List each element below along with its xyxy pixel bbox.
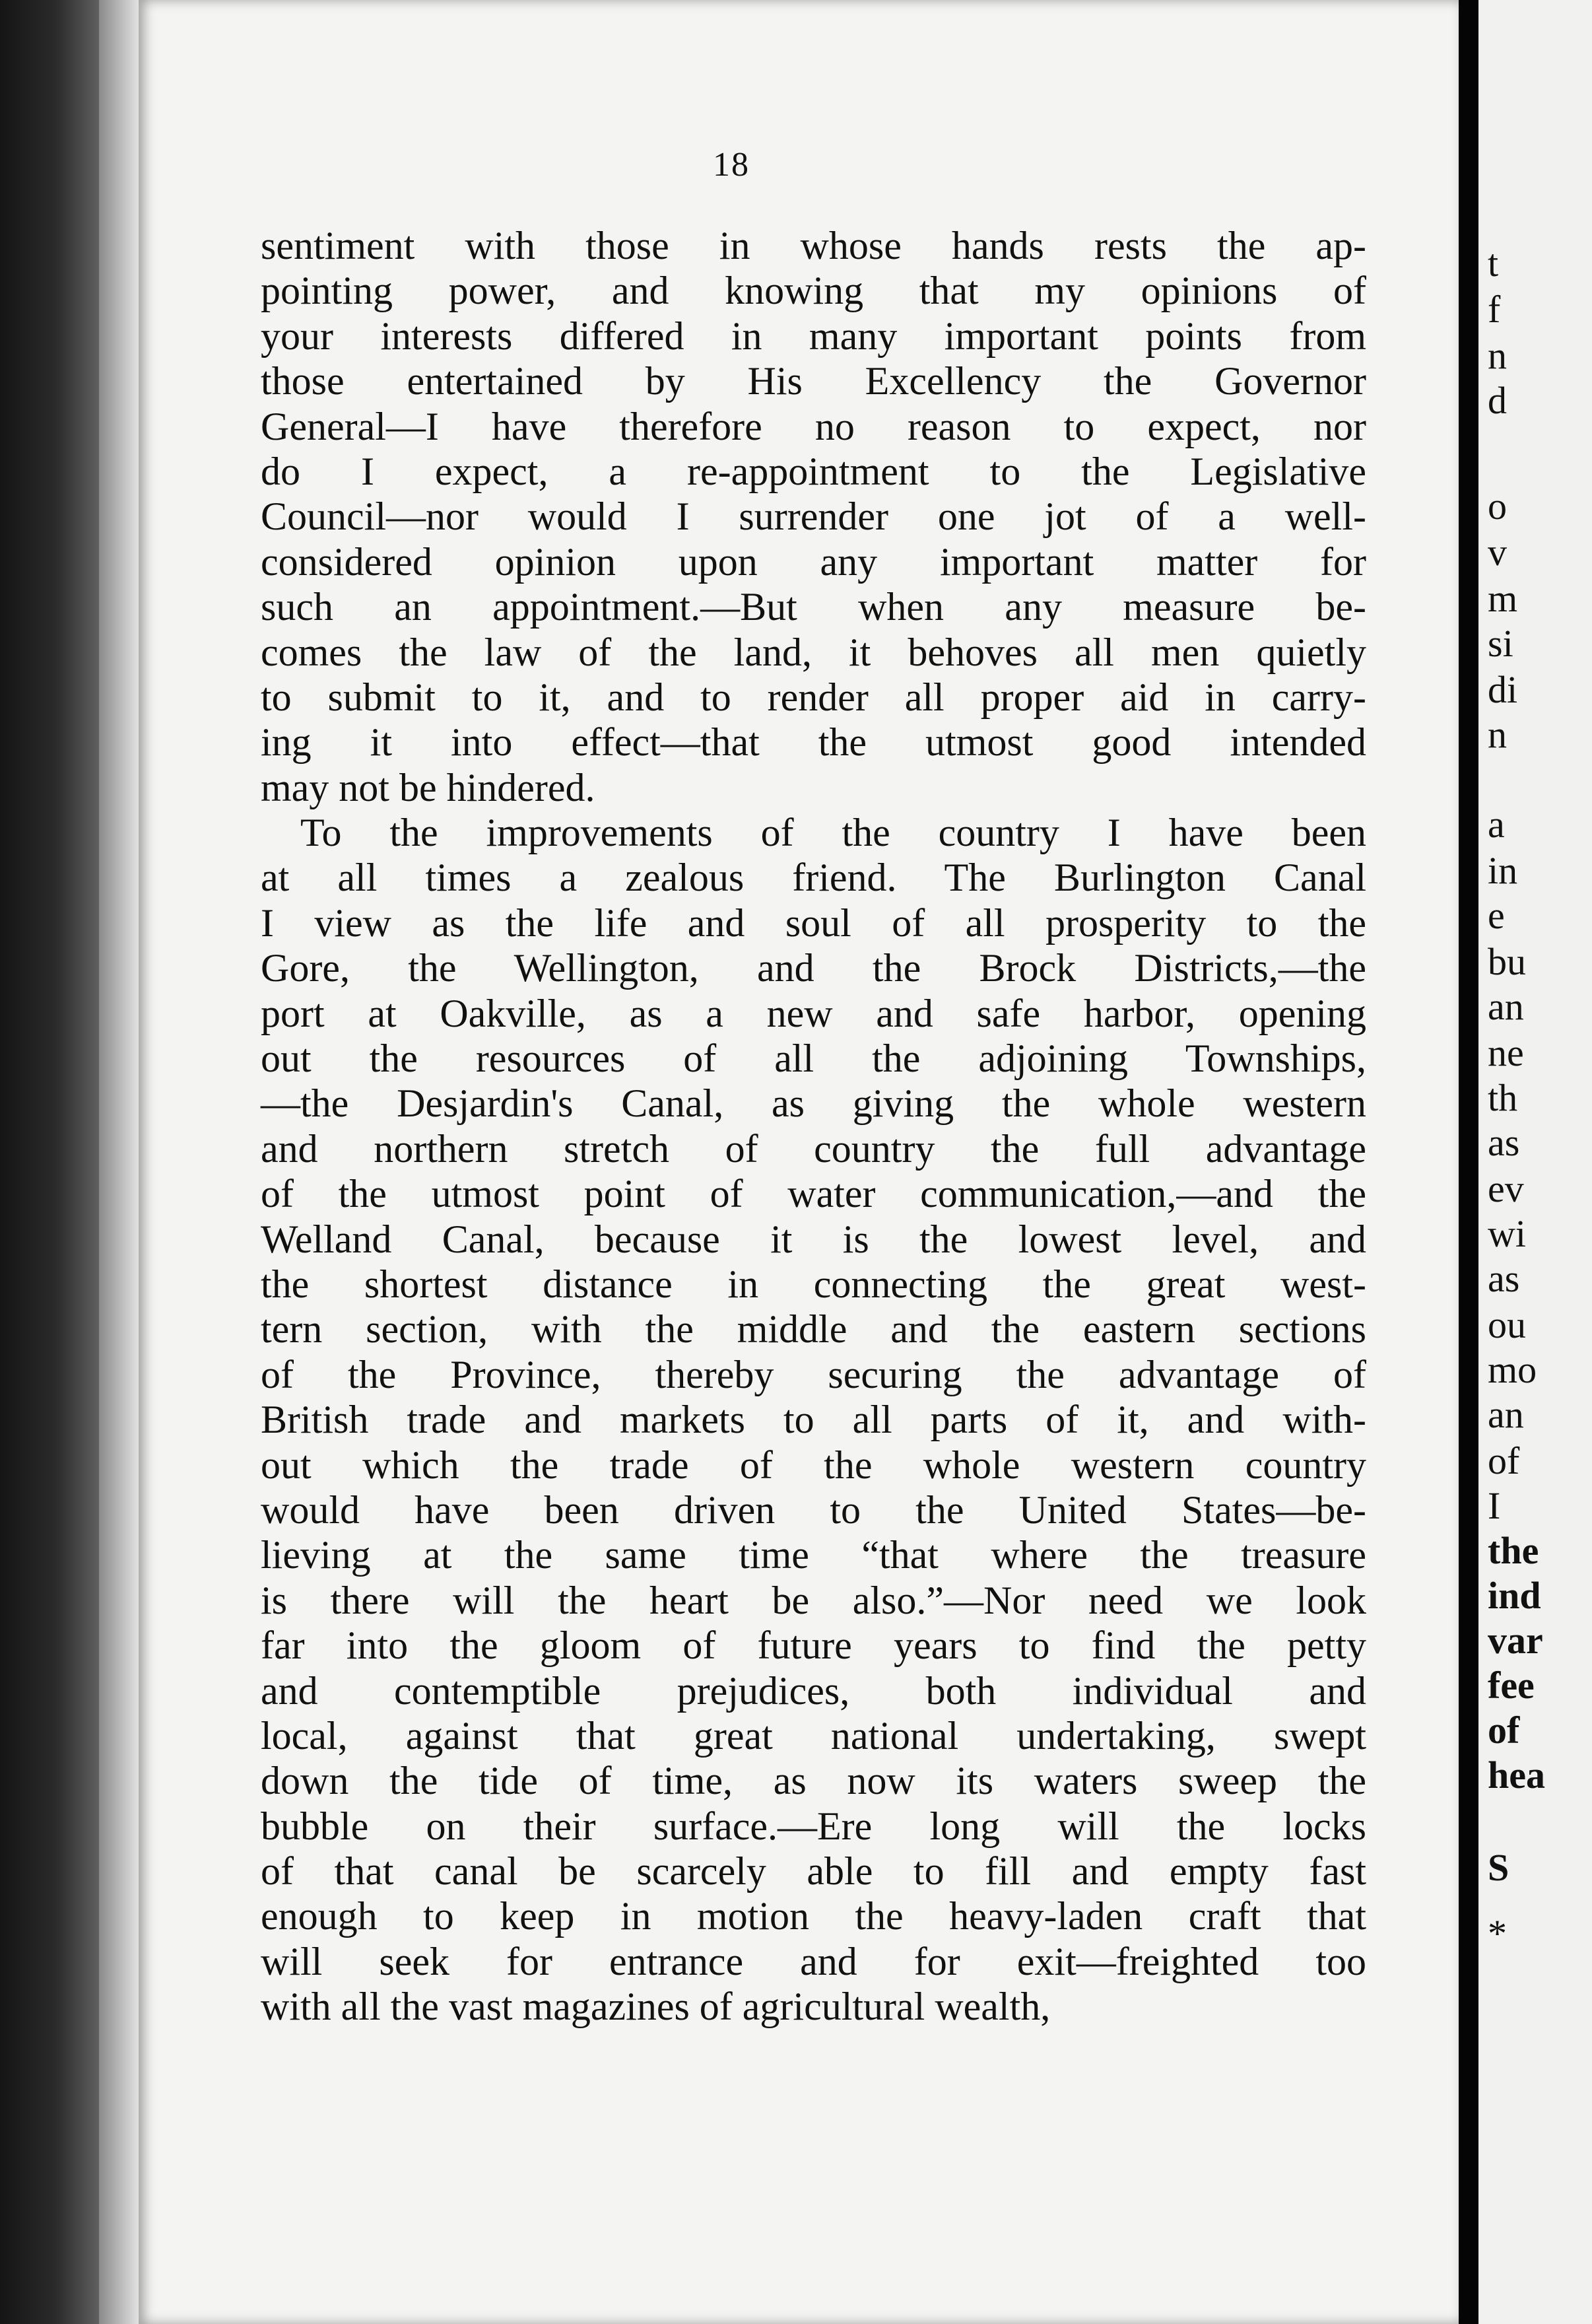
- text-line: British trade and markets to all parts of it, and with-: [261, 1398, 1366, 1442]
- text-line: out the resources of all the adjoining Townships,: [261, 1037, 1366, 1081]
- text-line: sentiment with those in whose hands rests the ap-: [261, 224, 1366, 267]
- adjacent-page-fragment: d: [1488, 379, 1507, 422]
- text-line: Welland Canal, because it is the lowest level, and: [261, 1217, 1366, 1261]
- adjacent-page-fragment: wi: [1488, 1212, 1526, 1255]
- adjacent-page-fragment: as: [1488, 1121, 1520, 1164]
- adjacent-page-fragment: si: [1488, 622, 1513, 665]
- adjacent-page-fragment: the: [1488, 1529, 1539, 1572]
- text-line: enough to keep in motion the heavy-laden craft that: [261, 1894, 1366, 1938]
- adjacent-page-fragment: of: [1488, 1709, 1520, 1752]
- text-line: would have been driven to the United States—be-: [261, 1487, 1366, 1532]
- page-number: 18: [713, 146, 750, 184]
- adjacent-page-fragment: var: [1488, 1619, 1543, 1662]
- adjacent-page-fragment: of: [1488, 1439, 1520, 1482]
- adjacent-page-fragment: n: [1488, 334, 1507, 377]
- text-line: and northern stretch of country the full advantage: [261, 1126, 1366, 1171]
- text-line: will seek for entrance and for exit—freighted too: [261, 1939, 1366, 1983]
- text-line: and contemptible prejudices, both individual and: [261, 1668, 1366, 1713]
- text-line: such an appointment.—But when any measure be-: [261, 585, 1366, 629]
- text-line: I view as the life and soul of all prosperity to the: [261, 901, 1366, 945]
- body-text: [261, 223, 1366, 2030]
- text-line: To the improvements of the country I have been: [300, 811, 1366, 855]
- adjacent-page-fragment: S: [1488, 1846, 1509, 1889]
- adjacent-page-fragment: di: [1488, 668, 1518, 711]
- text-line: ing it into effect—that the utmost good intended: [261, 720, 1366, 765]
- text-line: pointing power, and knowing that my opinions of: [261, 269, 1366, 313]
- adjacent-page-fragment: hea: [1488, 1754, 1545, 1796]
- adjacent-page-fragment: a: [1488, 803, 1505, 846]
- adjacent-page-fragment: th: [1488, 1076, 1518, 1119]
- adjacent-page-fragment: in: [1488, 849, 1518, 892]
- text-line: may not be hindered.: [261, 765, 595, 809]
- text-line: to submit to it, and to render all proper aid in carry-: [261, 675, 1366, 719]
- adjacent-page-fragment: m: [1488, 577, 1518, 620]
- adjacent-page-fragment: an: [1488, 1393, 1524, 1436]
- text-line: do I expect, a re-appointment to the Legislative: [261, 449, 1366, 493]
- text-line: out which the trade of the whole western country: [261, 1443, 1366, 1487]
- text-line: lieving at the same time “that where the treasure: [261, 1533, 1366, 1577]
- adjacent-page-fragment: as: [1488, 1257, 1520, 1300]
- text-line: Council—nor would I surrender one jot of a well-: [261, 495, 1366, 539]
- adjacent-page-fragment: fee: [1488, 1664, 1535, 1707]
- text-line: General—I have therefore no reason to expect, nor: [261, 404, 1366, 448]
- adjacent-page-fragment: e: [1488, 894, 1505, 937]
- adjacent-page-fragment: mo: [1488, 1348, 1537, 1391]
- text-line: of the Province, thereby securing the advantage of: [261, 1352, 1366, 1396]
- adjacent-page-fragment: n: [1488, 713, 1507, 756]
- adjacent-page-sliver: [1478, 0, 1592, 2324]
- text-line: Gore, the Wellington, and the Brock Districts,—the: [261, 946, 1366, 990]
- page-gutter: [1459, 0, 1478, 2324]
- text-line: comes the law of the land, it behoves all men quietly: [261, 630, 1366, 674]
- text-line: those entertained by His Excellency the Governor: [261, 359, 1366, 403]
- adjacent-page-fragment: ou: [1488, 1303, 1526, 1346]
- text-line: with all the vast magazines of agricultural wealth,: [261, 1985, 1051, 2029]
- adjacent-page-fragment: ev: [1488, 1167, 1524, 1210]
- text-line: —the Desjardin's Canal, as giving the whole western: [261, 1081, 1366, 1126]
- adjacent-page-fragment: ind: [1488, 1574, 1541, 1617]
- text-line: port at Oakville, as a new and safe harbor, opening: [261, 991, 1366, 1035]
- text-line: is there will the heart be also.”—Nor need we look: [261, 1578, 1366, 1622]
- adjacent-page-fragment: bu: [1488, 940, 1526, 983]
- text-line: local, against that great national undertaking, swept: [261, 1713, 1366, 1758]
- text-line: the shortest distance in connecting the great west-: [261, 1262, 1366, 1306]
- text-line: considered opinion upon any important matter for: [261, 539, 1366, 584]
- text-line: of that canal be scarcely able to fill and empty fast: [261, 1849, 1366, 1894]
- adjacent-page-fragment: v: [1488, 531, 1507, 574]
- adjacent-page-fragment: I: [1488, 1484, 1501, 1527]
- text-line: tern section, with the middle and the eastern sections: [261, 1307, 1366, 1351]
- text-line: far into the gloom of future years to find the petty: [261, 1623, 1366, 1668]
- text-line: down the tide of time, as now its waters sweep the: [261, 1759, 1366, 1803]
- adjacent-page-fragment: an: [1488, 985, 1524, 1028]
- adjacent-page-fragment: *: [1488, 1912, 1507, 1955]
- adjacent-page-fragment: ne: [1488, 1031, 1524, 1074]
- page-edge-shadow: [99, 0, 139, 2324]
- adjacent-page-fragment: o: [1488, 485, 1507, 528]
- text-line: of the utmost point of water communication,—and the: [261, 1172, 1366, 1216]
- adjacent-page-fragment: t: [1488, 242, 1499, 285]
- text-line: bubble on their surface.—Ere long will the locks: [261, 1804, 1366, 1848]
- adjacent-page-fragment: f: [1488, 288, 1501, 331]
- text-line: at all times a zealous friend. The Burlington Canal: [261, 856, 1366, 900]
- text-line: your interests differed in many important points from: [261, 314, 1366, 358]
